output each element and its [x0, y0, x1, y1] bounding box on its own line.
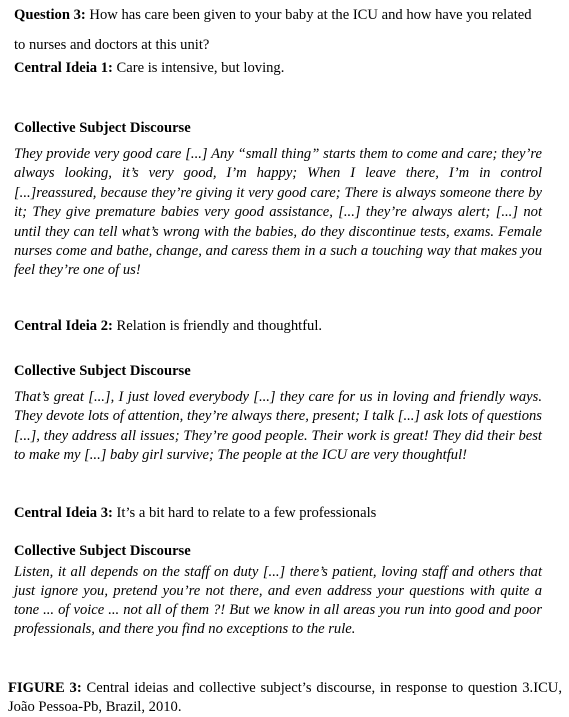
discourse-heading-2: Collective Subject Discourse	[14, 363, 191, 379]
figure-caption	[8, 679, 562, 717]
central-idea-1-text: Care is intensive, but loving.	[112, 60, 285, 76]
central-idea-1-label: Central Ideia 1:	[14, 60, 113, 76]
figure-caption-label: FIGURE 3:	[8, 680, 82, 696]
discourse-text-3: Listen, it all depends on the staff on duty [...] there’s patient, loving staff and others that just ignore you, pretend you’re not there, and even address your questions with quite a tone ... of voice ... not all of them ?! But we know in all areas you run into good and poor professionals, and there you find no exceptions to the rule.	[14, 564, 542, 637]
central-idea-3	[14, 503, 542, 524]
figure-caption-text: Central ideias and collective subject’s discourse, in response to question 3.ICU, João Pessoa-Pb, Brazil, 2010.	[8, 680, 562, 715]
discourse-text-2: That’s great [...], I just loved everybody [...] they care for us in loving and friendly ways. They devote lots of attention, they’re always there, present; I talk [...] ask lots of questions [...], they address all issues; They’re good people. Their work is great! They did their best to make my [...] baby girl survive; The people at the ICU are very thoughtful!	[14, 389, 542, 464]
central-idea-2	[14, 316, 542, 337]
discourse-text-1: They provide very good care [...] Any “small thing” starts them to come and care; they’re always looking, it’s very good, I’m happy; When I leave there, I’m in control [...]reassured, because they’re giving it very good care; There is always someone there by it; They give premature babies very good assistance, [...] they’re always alert; [...] not until they can tell what’s wrong with the babies, do they discontinue tests, exams. Female nurses come and bathe, change, and caress them in a such a touching way that makes you feel they’re one of us!	[14, 146, 542, 279]
question-text: How has care been given to your baby at the ICU and how have you related to nurses and doctors at this unit?	[14, 7, 532, 53]
central-idea-2-label: Central Ideia 2:	[14, 318, 113, 334]
central-idea-1	[14, 58, 542, 79]
discourse-heading-1: Collective Subject Discourse	[14, 120, 191, 136]
central-idea-2-text: Relation is friendly and thoughtful.	[112, 318, 323, 334]
question-label: Question 3:	[14, 7, 86, 23]
central-idea-3-text: It’s a bit hard to relate to a few professionals	[112, 505, 377, 521]
discourse-heading-3: Collective Subject Discourse	[14, 543, 191, 559]
central-idea-3-label: Central Ideia 3:	[14, 505, 113, 521]
question-paragraph	[14, 0, 542, 60]
